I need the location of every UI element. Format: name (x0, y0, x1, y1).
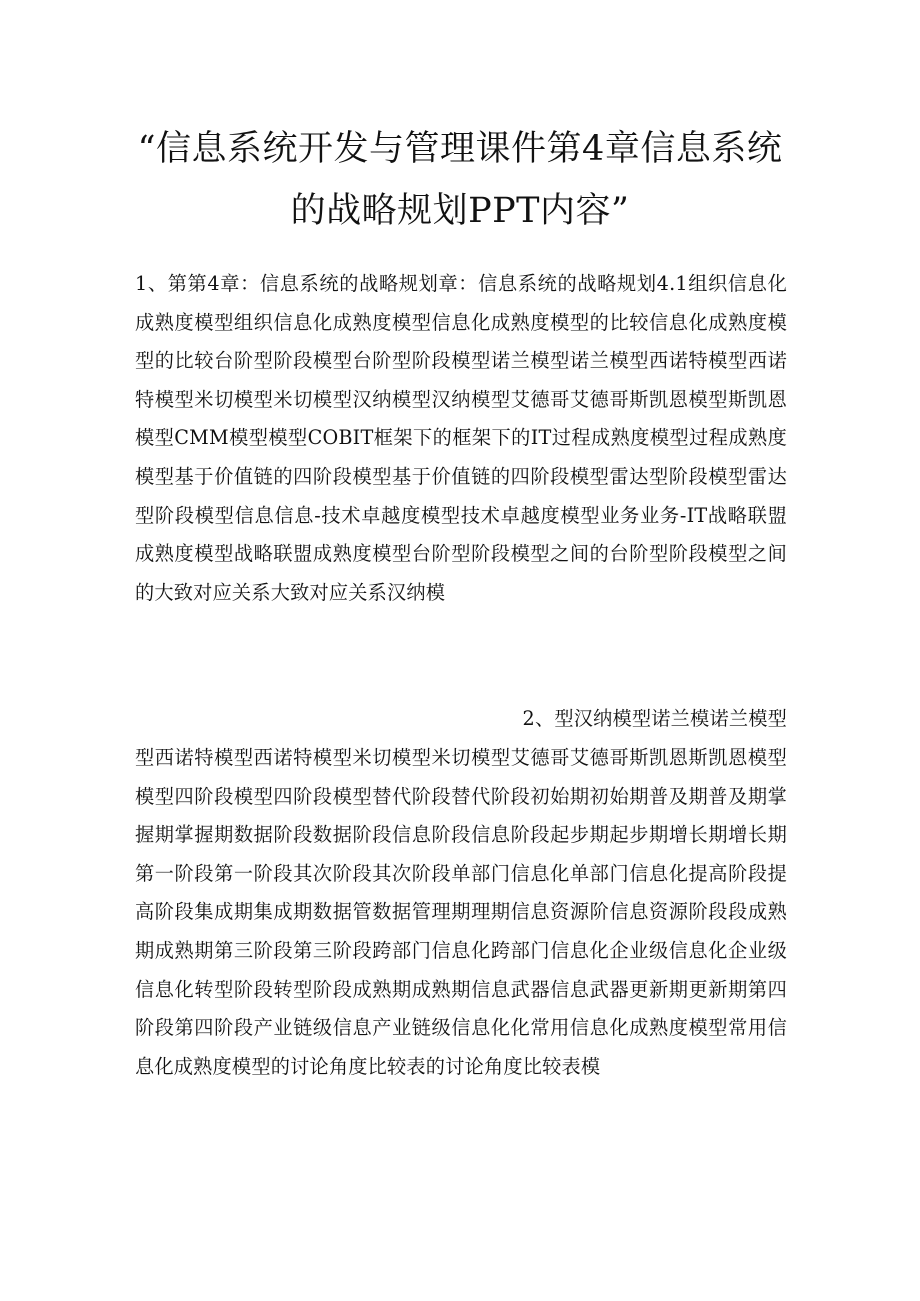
document-title: “信息系统开发与管理课件第4章信息系统的战略规划PPT内容” (137, 129, 783, 231)
paragraph-2-body: 型西诺特模型西诺特模型米切模型米切模型艾德哥艾德哥斯凯恩斯凯恩模型模型四阶段模型四阶段模型替代阶段替代阶段初始期初始期普及期普及期掌握期掌握期数据阶段数据阶段信息阶段信息阶段起步期起步期增长期增长期第一阶段第一阶段其次阶段其次阶段单部门信息化单部门信息化提高阶段提高阶段集成期集成期数据管数据管理期理期信息资源阶信息资源阶段段成熟期成熟期第三阶段第三阶段跨部门信息化跨部门信息化企业级信息化企业级信息化转型阶段转型阶段成熟期成熟期信息武器信息武器更新期更新期第四阶段第四阶段产业链级信息产业链级信息化化常用信息化成熟度模型常用信息化成熟度模型的讨论角度比较表的讨论角度比较表模 (135, 746, 787, 1078)
paragraph-1: 1、第第4章：信息系统的战略规划章：信息系统的战略规划4.1组织信息化成熟度模型组织信息化成熟度模型信息化成熟度模型的比较信息化成熟度模型的比较台阶型阶段模型台阶型阶段模型诺兰模型诺兰模型西诺特模型西诺特模型米切模型米切模型汉纳模型汉纳模型艾德哥艾德哥斯凯恩模型斯凯恩模型CMM模型模型COBIT框架下的框架下的IT过程成熟度模型过程成熟度模型基于价值链的四阶段模型基于价值链的四阶段模型雷达型阶段模型雷达型阶段模型信息信息-技术卓越度模型技术卓越度模型业务业务-IT战略联盟成熟度模型战略联盟成熟度模型台阶型阶段模型之间的台阶型阶段模型之间的大致对应关系大致对应关系汉纳模 (135, 272, 787, 604)
paragraph-2-lead: 2、型汉纳模型诺兰模诺兰模型 (522, 707, 787, 730)
